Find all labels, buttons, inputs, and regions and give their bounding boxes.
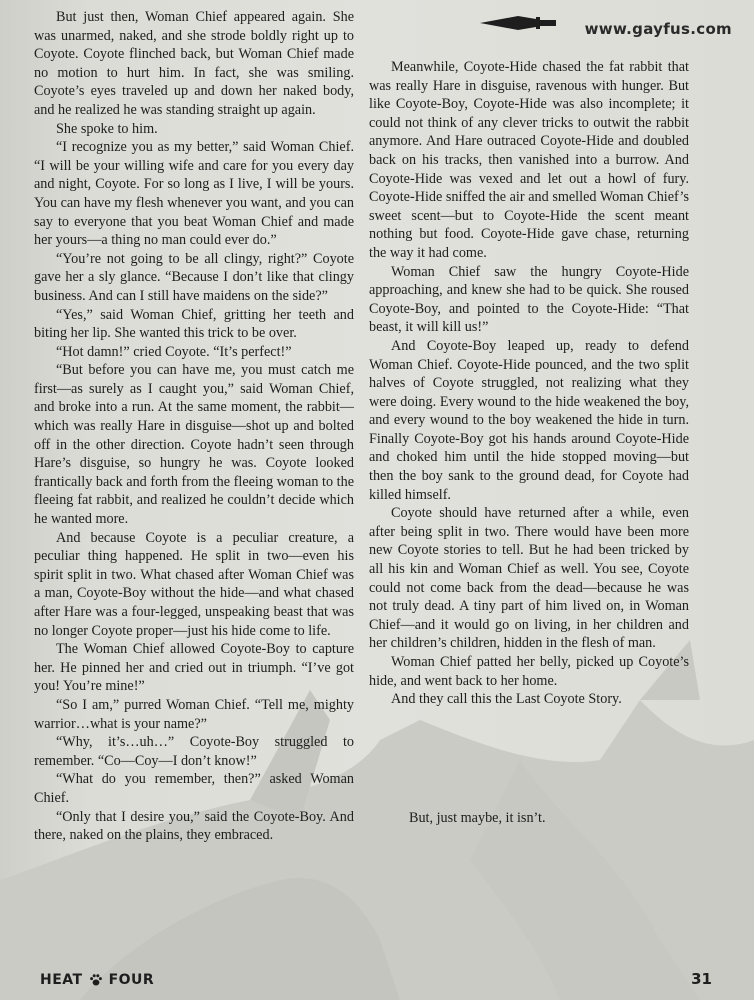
paragraph: “So I am,” purred Woman Chief. “Tell me, mighty warrior…what is your name?”: [34, 696, 354, 732]
paragraph: “You’re not going to be all clingy, right?” Coyote gave her a sly glance. “Because I don’t like that clingy business. And can I still have maidens on the side?”: [34, 250, 354, 304]
paragraph: “Why, it’s…uh…” Coyote-Boy struggled to remember. “Co—Coy—I don’t know!”: [34, 734, 354, 769]
ending-line: But, just maybe, it isn’t.: [409, 810, 546, 826]
page-number: 31: [691, 970, 712, 988]
paragraph: “Hot damn!” cried Coyote. “It’s perfect!”: [56, 343, 292, 360]
paragraph: “But before you can have me, you must catch me first—as surely as I caught you,” said Woman Chief, and broke into a run. At the same moment, the rabbit—which was really Hare in disguise—shot up and bolted off in the other direction. Coyote hadn’t seen through Hare’s disguise, so hungry he was. Coyote looked frantically back and forth from the fleeing woman to the fleeing fat rabbit, and realized he couldn’t decide which he wanted more.: [34, 362, 354, 528]
paragraph: And they call this the Last Coyote Story.: [391, 691, 622, 708]
site-watermark: www.gayfus.com: [584, 20, 732, 38]
paragraph: “I recognize you as my better,” said Woman Chief. “I will be your willing wife and care for you every day and night, Coyote. For so long as I live, I will be yours. You can have my flesh whenever you want, and you can say to everyone that you beat Woman Chief and made her yours—a thing no man could ever do.”: [34, 139, 354, 249]
paw-print-icon: [89, 973, 103, 987]
paragraph: Meanwhile, Coyote-Hide chased the fat rabbit that was really Hare in disguise, ravenous with hunger. But like Coyote-Boy, Coyote-Hide was also incomplete; it could not think of any clever tricks to outwit the rabbit anymore. And Hare outraced Coyote-Hide and doubled back on his tracks, then vanished into a burrow. And Coyote-Hide was vexed and let out a howl of fury. Coyote-Hide sniffed the air and smelled Woman Chief’s sweet scent—but to Coyote-Hide the scent meant nothing but food. Coyote-Hide gave chase, returning the way it had come.: [369, 59, 689, 261]
right-text-column: [369, 58, 689, 709]
paragraph: But just then, Woman Chief appeared again. She was unarmed, naked, and she strode boldly right up to Coyote. Coyote flinched back, but Woman Chief made no motion to hurt him. In fact, she was smiling. Coyote’s eyes traveled up and down her naked body, and he realized he was standing straight up again.: [34, 9, 354, 118]
paragraph: “Only that I desire you,” said the Coyote-Boy. And there, naked on the plains, they embraced.: [34, 808, 354, 844]
left-text-column: [34, 8, 354, 845]
paragraph: “Yes,” said Woman Chief, gritting her teeth and biting her lip. She wanted this trick to be over.: [34, 306, 354, 342]
paragraph: Coyote should have returned after a while, even after being split in two. There would have been more new Coyote stories to tell. But he had been tricked by all his kin and Woman Chief as well. You see, Coyote could not come back from the dead—because he was not truly dead. A tiny part of him lived on, in Woman Chief—and it would go on living, in her children and her children’s children, hidden in the flesh of man.: [369, 505, 689, 652]
footer-title-right: FOUR: [108, 972, 155, 988]
dagger-ornament-icon: [478, 10, 558, 36]
paragraph: And Coyote-Boy leaped up, ready to defend Woman Chief. Coyote-Hide pounced, and the two split halves of Coyote struggled, not realizing what they were doing. Every wound to the hide weakened the boy, and every wound to the boy weakened the hide in turn. Finally Coyote-Boy got his hands around Coyote-Hide and choked him until the hide stopped moving—but then the boy sank to the ground dead, for Coyote had killed himself.: [369, 337, 689, 503]
paragraph: Woman Chief saw the hungry Coyote-Hide approaching, and knew she had to be quick. She roused Coyote-Boy, and pointed to the Coyote-Hide: “That beast, it will kill us!”: [369, 263, 689, 336]
paragraph: “What do you remember, then?” asked Woman Chief.: [34, 771, 354, 806]
paragraph: She spoke to him.: [56, 120, 158, 137]
paragraph: The Woman Chief allowed Coyote-Boy to capture her. He pinned her and cried out in triumph. “I’ve got you! You’re mine!”: [34, 641, 354, 695]
paragraph: And because Coyote is a peculiar creature, a peculiar thing happened. He split in two—even his spirit split in two. What chased after Woman Chief was a man, Coyote-Boy without the hide—and what chased after Hare was a four-legged, unspeaking beast that was no longer Coyote proper—just his hide come to life.: [34, 529, 354, 639]
magazine-footer: [40, 972, 154, 988]
footer-title-left: HEAT: [40, 972, 83, 988]
paragraph: Woman Chief patted her belly, picked up Coyote’s hide, and went back to her home.: [369, 654, 689, 689]
